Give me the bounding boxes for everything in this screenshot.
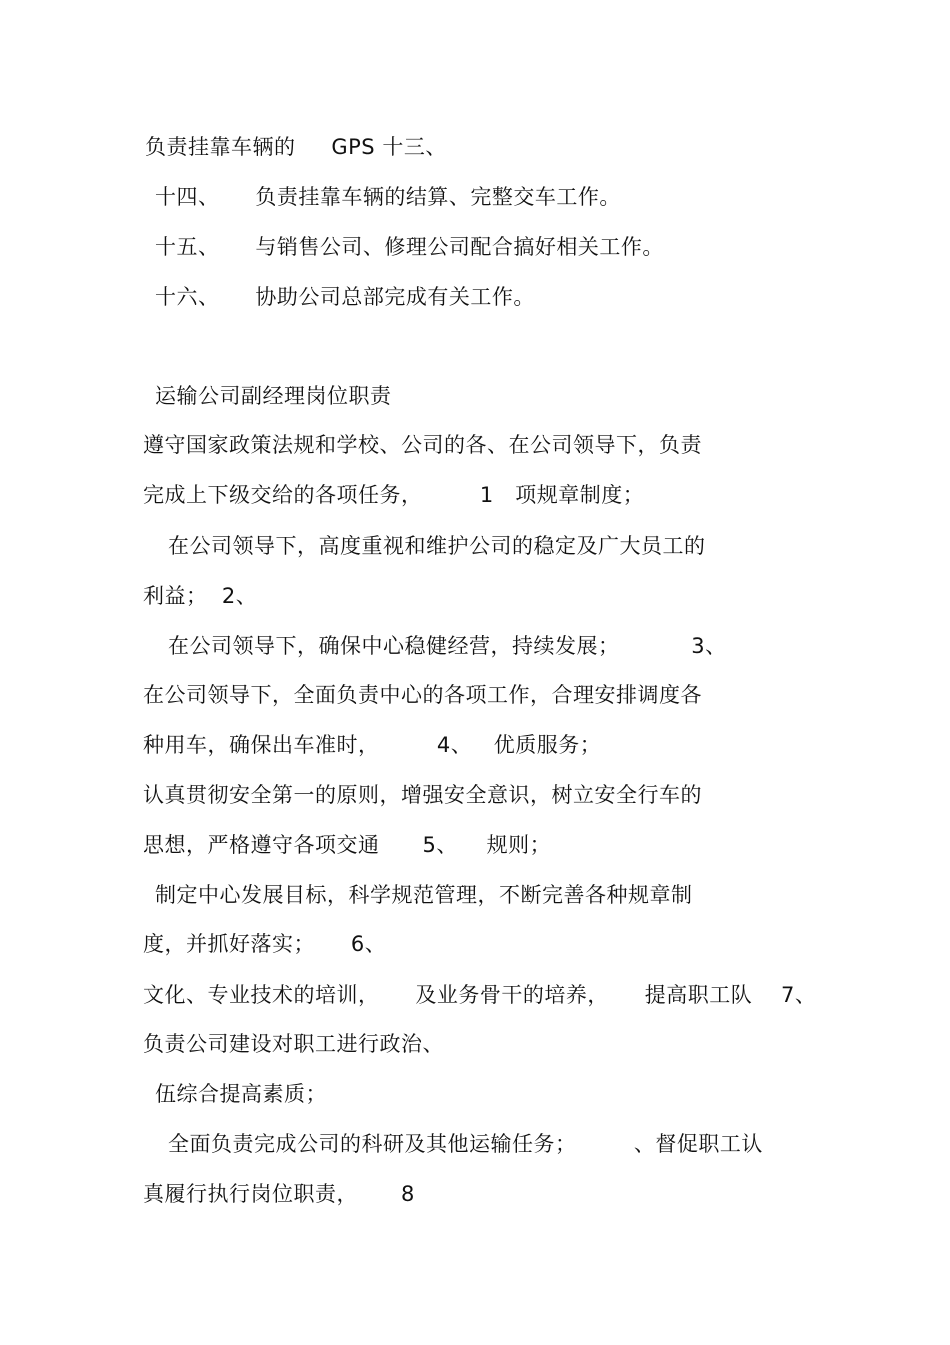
text-line: 度，并抓好落实； 6、: [143, 932, 387, 956]
text-line: 在公司领导下，全面负责中心的各项工作，合理安排调度各: [143, 683, 702, 707]
text-line: 负责公司建设对职工进行政治、: [143, 1032, 444, 1056]
section-title: 运输公司副经理岗位职责: [155, 384, 392, 408]
text-line: 全面负责完成公司的科研及其他运输任务； 、督促职工认: [168, 1132, 763, 1156]
text-line: 制定中心发展目标，科学规范管理，不断完善各种规章制: [155, 883, 693, 907]
text-line: 十六、 协助公司总部完成有关工作。: [155, 285, 535, 309]
text-line: 十四、 负责挂靠车辆的结算、完整交车工作。: [155, 185, 621, 209]
text-line: 利益； 2、: [143, 584, 258, 608]
text-line: 伍综合提高素质；: [155, 1082, 327, 1106]
text-line: 十五、 与销售公司、修理公司配合搞好相关工作。: [155, 235, 664, 259]
text-line: 认真贯彻安全第一的原则，增强安全意识，树立安全行车的: [143, 783, 702, 807]
text-line: 文化、专业技术的培训， 及业务骨干的培养， 提高职工队 7、: [143, 983, 817, 1007]
text-line: 思想，严格遵守各项交通 5、 规则；: [143, 833, 552, 857]
text-line: 真履行执行岗位职责， 8: [143, 1182, 415, 1206]
text-line: 负责挂靠车辆的 GPS 十三、: [145, 135, 447, 159]
text-line: 完成上下级交给的各项任务， 1 项规章制度；: [143, 483, 645, 507]
text-line: 遵守国家政策法规和学校、公司的各、在公司领导下，负责: [143, 433, 702, 457]
text-line: 在公司领导下，确保中心稳健经营，持续发展； 3、: [168, 634, 727, 658]
text-line: 种用车，确保出车准时， 4、 优质服务；: [143, 733, 602, 757]
text-line: 在公司领导下，高度重视和维护公司的稳定及广大员工的: [168, 534, 706, 558]
